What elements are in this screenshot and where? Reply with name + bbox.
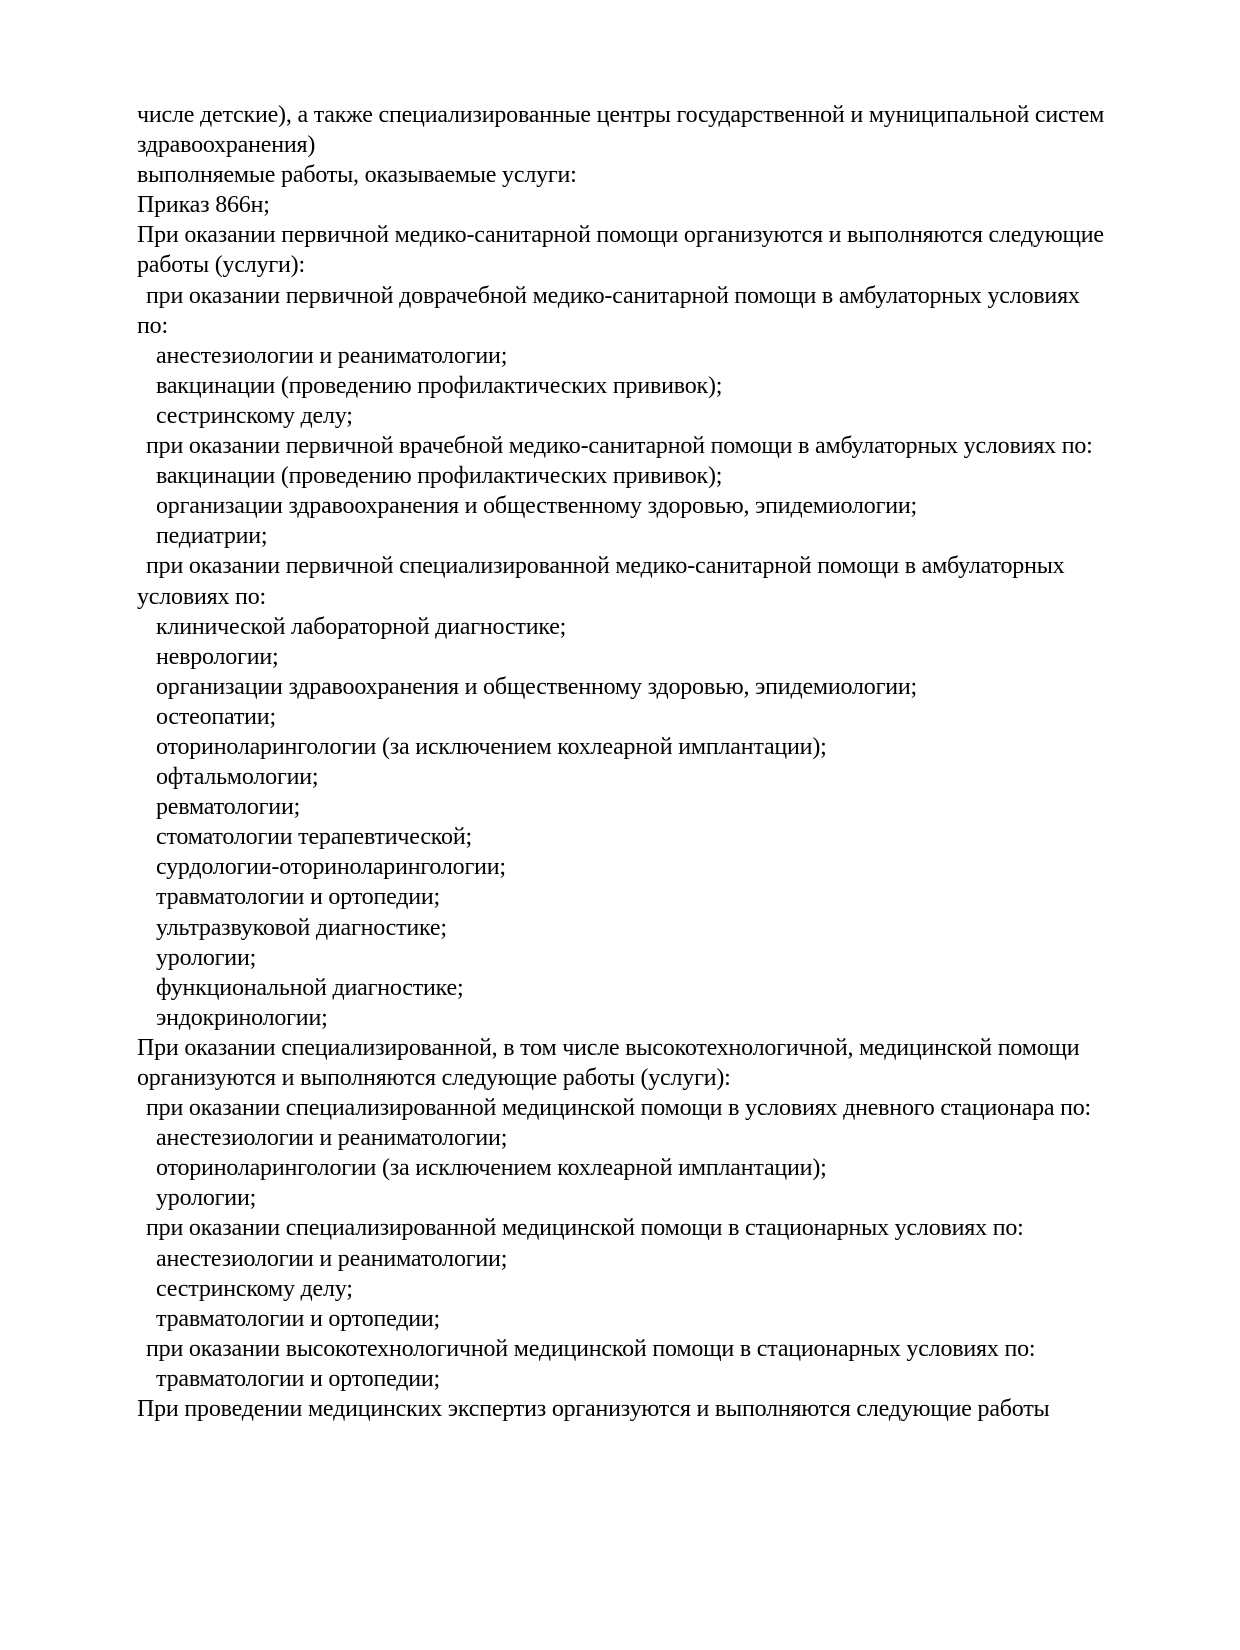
text-line: при оказании первичной доврачебной медико-санитарной помощи в амбулаторных условиях: [146, 282, 1080, 309]
text-line: функциональной диагностике;: [156, 974, 464, 1001]
text-line: травматологии и ортопедии;: [156, 884, 441, 911]
text-line: неврологии;: [156, 643, 279, 670]
text-line: При оказании первичной медико-санитарной помощи организуются и выполняются следующие: [137, 222, 1104, 249]
text-line: при оказании первичной врачебной медико-санитарной помощи в амбулаторных условиях по:: [146, 433, 1093, 460]
text-line: ультразвуковой диагностике;: [156, 914, 447, 941]
text-line: При оказании специализированной, в том числе высокотехнологичной, медицинской помощи: [137, 1034, 1080, 1061]
text-line: вакцинации (проведению профилактических прививок);: [156, 463, 723, 490]
text-line: урологии;: [156, 1185, 257, 1212]
text-line: ревматологии;: [156, 794, 301, 821]
text-line: числе детские), а также специализированные центры государственной и муниципальной систем: [137, 102, 1105, 128]
text-line: при оказании первичной специализированной медико-санитарной помощи в амбулаторных: [146, 553, 1065, 580]
text-line: выполняемые работы, оказываемые услуги:: [137, 162, 577, 189]
text-line: остеопатии;: [156, 703, 276, 730]
text-line: при оказании специализированной медицинской помощи в стационарных условиях по:: [146, 1215, 1024, 1242]
text-line: организации здравоохранения и общественному здоровью, эпидемиологии;: [156, 673, 917, 700]
text-line: вакцинации (проведению профилактических прививок);: [156, 372, 723, 399]
text-line: стоматологии терапевтической;: [156, 824, 472, 851]
text-line: урологии;: [156, 944, 257, 971]
text-line: сестринскому делу;: [156, 402, 353, 429]
text-line: анестезиологии и реаниматологии;: [156, 1245, 508, 1272]
text-line: эндокринологии;: [156, 1004, 328, 1031]
text-line: травматологии и ортопедии;: [156, 1365, 441, 1392]
text-line: При проведении медицинских экспертиз организуются и выполняются следующие работы: [137, 1396, 1050, 1423]
text-line: оториноларингологии (за исключением кохлеарной имплантации);: [156, 733, 827, 760]
text-line: оториноларингологии (за исключением кохлеарной имплантации);: [156, 1155, 827, 1182]
text-line: при оказании высокотехнологичной медицинской помощи в стационарных условиях по:: [146, 1335, 1036, 1362]
document-text: [137, 100, 1207, 1424]
text-line: педиатрии;: [156, 523, 268, 550]
text-line: Приказ 866н;: [137, 192, 270, 219]
text-line: организуются и выполняются следующие работы (услуги):: [137, 1065, 731, 1091]
text-line: по:: [137, 312, 168, 339]
text-line: организации здравоохранения и общественному здоровью, эпидемиологии;: [156, 493, 917, 520]
text-line: травматологии и ортопедии;: [156, 1305, 441, 1332]
text-line: здравоохранения): [137, 132, 316, 159]
text-line: сестринскому делу;: [156, 1275, 353, 1302]
text-line: анестезиологии и реаниматологии;: [156, 1125, 508, 1152]
text-line: сурдологии-оториноларингологии;: [156, 854, 506, 881]
text-line: офтальмологии;: [156, 764, 319, 791]
text-line: анестезиологии и реаниматологии;: [156, 342, 508, 369]
text-line: работы (услуги):: [137, 252, 305, 279]
text-line: условиях по:: [137, 583, 266, 610]
text-line: клинической лабораторной диагностике;: [156, 613, 567, 640]
text-line: при оказании специализированной медицинской помощи в условиях дневного стационара по:: [146, 1095, 1092, 1122]
